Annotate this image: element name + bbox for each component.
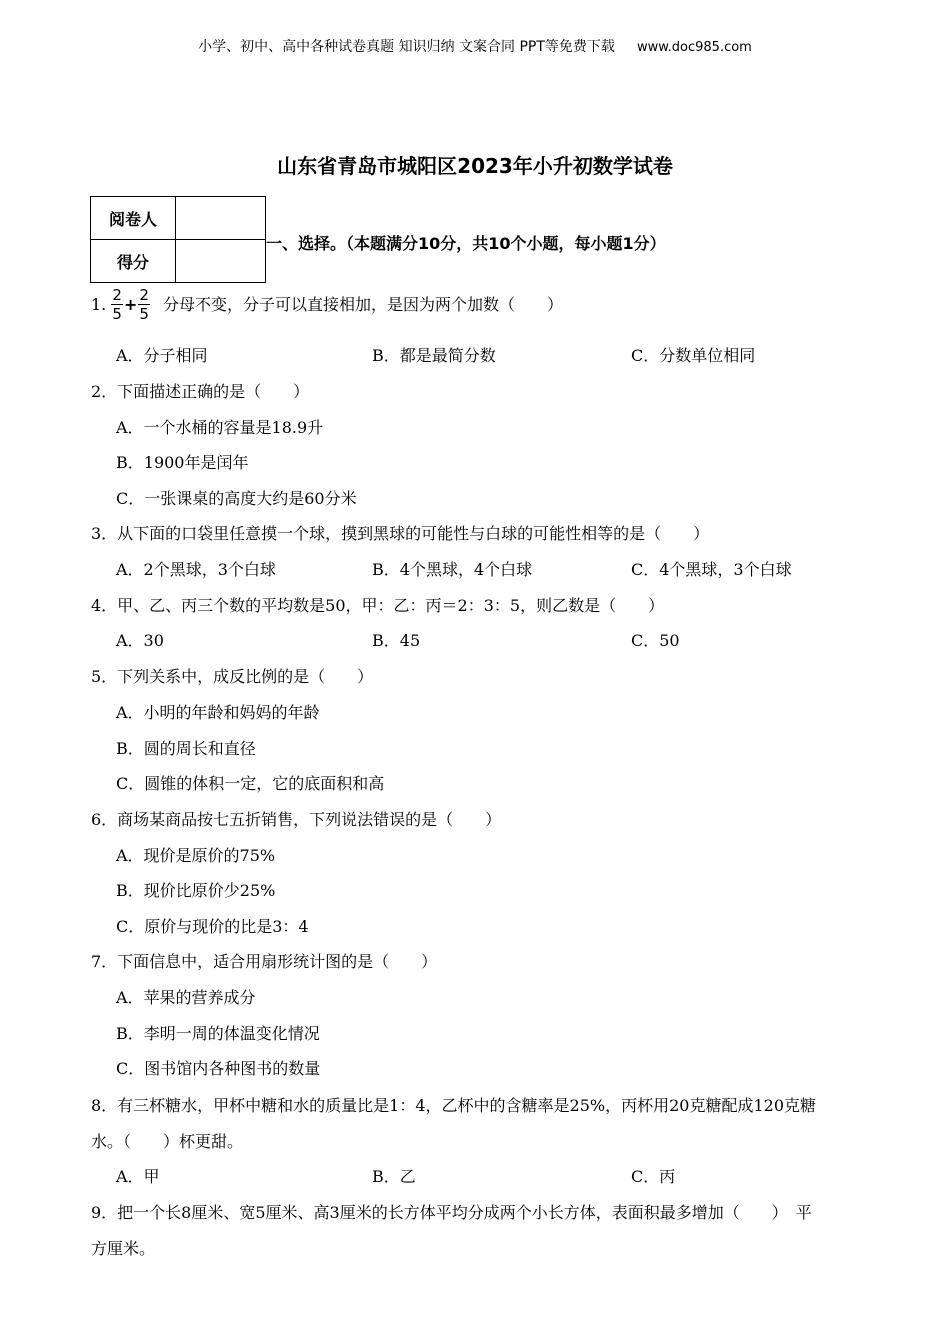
question-3: 3．从下面的口袋里任意摸一个球，摸到黑球的可能性与白球的可能性相等的是（ ） [91,524,710,543]
q6-option-b: B．现价比原价少25% [116,881,276,900]
question-9-line-1: 9．把一个长8厘米、宽5厘米、高3厘米的长方体平均分成两个小长方体，表面积最多增加（ ） 平 [91,1203,812,1222]
header-site: www.doc985.com [636,40,752,55]
question-8-line-2: 水。（ ）杯更甜。 [91,1132,244,1151]
fraction-numerator: 2 [139,286,149,304]
header-text: 小学、初中、高中各种试卷真题 知识归纳 文案合同 PPT等免费下载 [198,39,615,55]
grader-row-score [91,240,266,283]
q6-option-a: A．现价是原价的75% [116,846,276,865]
q3-option-c: C．4个黑球，3个白球 [631,560,792,579]
grader-row-reviewer [91,197,266,240]
q4-option-a: A．30 [116,631,164,650]
q7-option-b: B．李明一周的体温变化情况 [116,1024,320,1043]
question-4: 4．甲、乙、丙三个数的平均数是50，甲：乙：丙＝2：3：5，则乙数是（ ） [91,596,665,615]
q1-option-c: C．分数单位相同 [631,346,756,365]
q3-option-b: B．4个黑球，4个白球 [372,560,533,579]
fraction-numerator: 2 [112,286,122,304]
plus-sign: + [123,294,138,314]
q5-option-a: A．小明的年龄和妈妈的年龄 [116,703,320,722]
fraction-2 [138,286,150,323]
exam-title: 山东省青岛市城阳区2023年小升初数学试卷 [277,154,673,178]
q8-option-b: B．乙 [372,1167,416,1186]
page-header [0,36,950,56]
question-number: 1. [91,294,107,314]
score-label: 得分 [91,240,176,283]
q8-option-a: A．甲 [116,1167,160,1186]
reviewer-cell [176,197,266,240]
q3-option-a: A．2个黑球，3个白球 [116,560,276,579]
grader-table [90,196,266,283]
q2-option-b: B．1900年是闰年 [116,453,249,472]
q2-option-c: C．一张课桌的高度大约是60分米 [116,489,357,508]
question-6: 6．商场某商品按七五折销售，下列说法错误的是（ ） [91,810,502,829]
question-9-line-2: 方厘米。 [91,1239,156,1258]
question-5: 5．下列关系中，成反比例的是（ ） [91,667,374,686]
question-7: 7．下面信息中，适合用扇形统计图的是（ ） [91,952,438,971]
question-8-line-1: 8．有三杯糖水，甲杯中糖和水的质量比是1：4，乙杯中的含糖率是25%，丙杯用20克糖配成120克糖 [91,1096,817,1115]
reviewer-label: 阅卷人 [91,197,176,240]
q8-option-c: C．丙 [631,1167,676,1186]
q7-option-c: C．图书馆内各种图书的数量 [116,1059,321,1078]
q4-option-b: B．45 [372,631,421,650]
q5-option-c: C．圆锥的体积一定，它的底面积和高 [116,774,385,793]
question-2: 2．下面描述正确的是（ ） [91,382,310,401]
score-cell [176,240,266,283]
fraction-denominator: 5 [139,305,149,323]
q2-option-a: A．一个水桶的容量是18.9升 [116,418,324,437]
fraction-denominator: 5 [112,305,122,323]
question-text: 分母不变，分子可以直接相加，是因为两个加数（ ） [162,294,563,314]
q5-option-b: B．圆的周长和直径 [116,739,256,758]
question-1 [91,286,563,323]
fraction-1 [111,286,123,323]
q7-option-a: A．苹果的营养成分 [116,988,256,1007]
q6-option-c: C．原价与现价的比是3：4 [116,917,309,936]
q1-option-b: B．都是最简分数 [372,346,496,365]
section-heading: 一、选择。（本题满分10分，共10个小题，每小题1分） [266,234,666,253]
q1-option-a: A．分子相同 [116,346,208,365]
q4-option-c: C．50 [631,631,680,650]
